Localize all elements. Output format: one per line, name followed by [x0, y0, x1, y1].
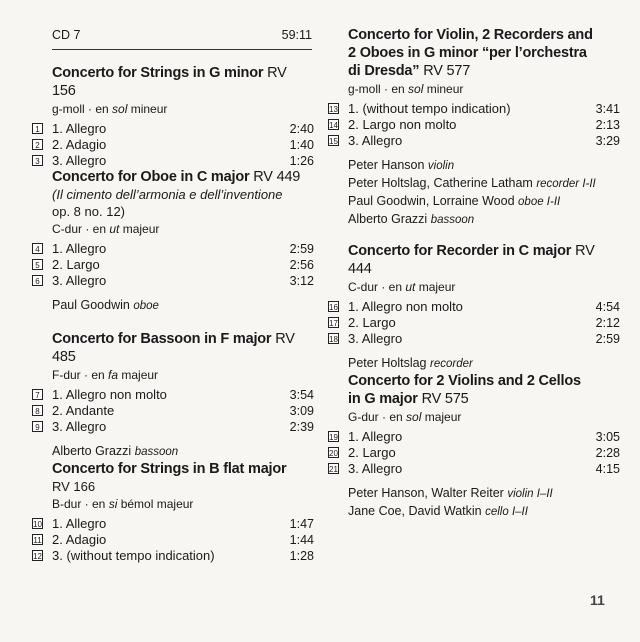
performers [52, 297, 314, 315]
track-number: 9 [32, 421, 43, 432]
track-number: 18 [329, 335, 338, 344]
concerto-title: Concerto for Oboe in C major RV 449 [52, 169, 301, 185]
concerto-rv485 [35, 330, 314, 461]
performer: Peter Hanson, Walter Reiter violin I–II [348, 486, 553, 500]
performer: Peter Holtslag recorder [348, 356, 473, 370]
track-row[interactable]: 7 1. Allegro non molto 3:54 [52, 387, 314, 403]
track-number: 13 [329, 105, 338, 114]
track-row[interactable]: 9 3. Allegro 2:39 [52, 419, 314, 435]
concerto-rv: RV 166 [52, 479, 96, 494]
track-row[interactable]: 5 2. Largo 2:56 [52, 257, 314, 273]
track-list [329, 429, 620, 477]
track-row[interactable]: 15 3. Allegro 3:29 [329, 133, 620, 148]
track-number: 7 [32, 389, 43, 400]
track-row[interactable]: 20 2. Largo 2:28 [329, 445, 620, 460]
cd-total-duration: 59:11 [281, 28, 312, 42]
concerto-key: g-moll · en sol mineur [52, 102, 168, 116]
track-row[interactable]: 19 1. Allegro 3:05 [329, 429, 620, 444]
track-number: 11 [33, 536, 42, 545]
concerto-title: Concerto for Strings in B flat major [52, 461, 287, 477]
track-list [33, 516, 314, 564]
track-row[interactable]: 11 2. Adagio 1:44 [33, 532, 314, 547]
performers [348, 355, 620, 373]
concerto-key: C-dur · en ut majeur [52, 222, 160, 236]
track-row[interactable]: 16 1. Allegro non molto 4:54 [329, 299, 620, 314]
track-list [329, 299, 620, 347]
track-list [35, 241, 314, 289]
performer: Peter Holtslag, Catherine Latham recorder I-II [348, 176, 596, 190]
track-number: 20 [329, 449, 338, 458]
track-number: 2 [32, 139, 43, 150]
track-number: 6 [32, 275, 43, 286]
concerto-title: Concerto for Recorder in C major RV 444 [348, 243, 595, 277]
performer: Peter Hanson violin [348, 158, 455, 172]
track-number: 5 [32, 259, 43, 270]
track-number: 17 [329, 319, 338, 328]
track-row[interactable]: 1 1. Allegro 2:40 [52, 121, 314, 137]
concerto-key: g-moll · en sol mineur [348, 82, 464, 96]
concerto-title: Concerto for Strings in G minor RV 156 [52, 65, 287, 99]
track-number: 10 [33, 520, 42, 529]
concerto-rv449 [35, 168, 314, 315]
concerto-title: Concerto for 2 Violins and 2 Cellos in G major RV 575 [348, 373, 581, 407]
track-row[interactable]: 4 1. Allegro 2:59 [52, 241, 314, 257]
track-row[interactable]: 2 2. Adagio 1:40 [52, 137, 314, 153]
performer: Alberto Grazzi bassoon [52, 444, 179, 458]
concerto-key: C-dur · en ut majeur [348, 280, 456, 294]
concerto-key: F-dur · en fa majeur [52, 368, 159, 382]
track-number: 12 [33, 552, 42, 561]
concerto-title: Concerto for Bassoon in F major RV 485 [52, 331, 295, 365]
concerto-title: Concerto for Violin, 2 Recorders and 2 Oboes in G minor “per l’orchestra di Dresda” RV 577 [348, 27, 593, 79]
track-number: 14 [329, 121, 338, 130]
track-row[interactable]: 12 3. (without tempo indication) 1:28 [33, 548, 314, 563]
performer: Paul Goodwin oboe [52, 298, 159, 312]
track-list [35, 121, 314, 169]
concerto-rv444 [329, 242, 620, 373]
track-row[interactable]: 21 3. Allegro 4:15 [329, 461, 620, 476]
performer: Paul Goodwin, Lorraine Wood oboe I-II [348, 194, 561, 208]
performer: Jane Coe, David Watkin cello I–II [348, 504, 528, 518]
track-list [35, 387, 314, 435]
performers [348, 157, 620, 229]
track-number: 15 [329, 137, 338, 146]
page-number: 11 [590, 592, 605, 608]
performers [52, 443, 314, 461]
track-row[interactable]: 18 3. Allegro 2:59 [329, 331, 620, 346]
track-row[interactable]: 13 1. (without tempo indication) 3:41 [329, 101, 620, 116]
cd-label: CD 7 [52, 28, 81, 42]
concerto-key: B-dur · en si bémol majeur [52, 497, 194, 511]
performer: Alberto Grazzi bassoon [348, 212, 475, 226]
track-number: 8 [32, 405, 43, 416]
track-number: 3 [32, 155, 43, 166]
concerto-rv166 [33, 460, 314, 564]
track-number: 19 [329, 433, 338, 442]
concerto-rv156 [35, 64, 314, 169]
performers [348, 485, 620, 521]
concerto-rv575 [329, 372, 620, 521]
track-row[interactable]: 3 3. Allegro 1:26 [52, 153, 314, 169]
cd-header [52, 28, 312, 50]
track-row[interactable]: 17 2. Largo 2:12 [329, 315, 620, 330]
track-row[interactable]: 10 1. Allegro 1:47 [33, 516, 314, 531]
track-row[interactable]: 6 3. Allegro 3:12 [52, 273, 314, 289]
track-row[interactable]: 8 2. Andante 3:09 [52, 403, 314, 419]
track-number: 1 [32, 123, 43, 134]
track-list [329, 101, 620, 149]
concerto-subtitle-opus: op. 8 no. 12) [52, 204, 125, 219]
track-number: 21 [329, 465, 338, 474]
track-number: 4 [32, 243, 43, 254]
concerto-rv577 [329, 26, 620, 229]
concerto-key: G-dur · en sol majeur [348, 410, 462, 424]
concerto-subtitle: (Il cimento dell’armonia e dell’inventione [52, 187, 283, 202]
track-row[interactable]: 14 2. Largo non molto 2:13 [329, 117, 620, 132]
track-number: 16 [329, 303, 338, 312]
